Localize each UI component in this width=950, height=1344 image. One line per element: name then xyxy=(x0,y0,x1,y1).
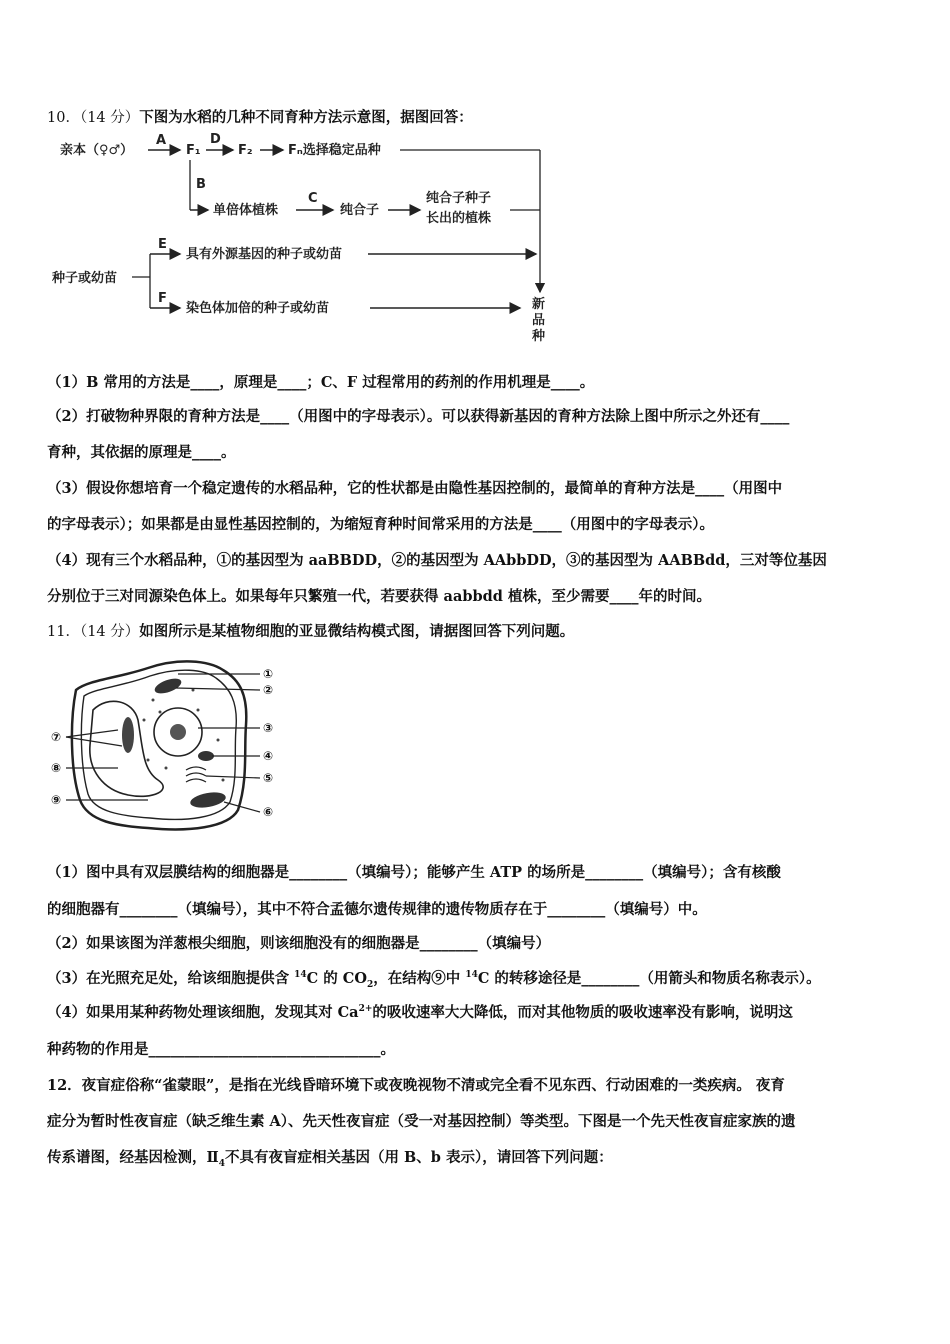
q12-line3 xyxy=(47,1146,613,1169)
f2-label: F₂ xyxy=(238,143,253,158)
arrow-e-label: E xyxy=(158,237,167,252)
q11-sub4a-post: 的吸收速率大大降低，而对其他物质的吸收速率没有影响，说明这 xyxy=(372,1004,793,1021)
q11-stem-line xyxy=(47,620,574,641)
q11-sub4b: 种药物的作用是________________________________。 xyxy=(47,1041,395,1058)
q10-stem: 下图为水稻的几种不同育种方法示意图，据图回答： xyxy=(139,109,473,126)
q11-stem: 如图所示是某植物细胞的亚显微结构模式图，请据图回答下列问题。 xyxy=(139,623,575,640)
new-variety-char-3: 种 xyxy=(532,329,546,344)
arrow-f-label: F xyxy=(158,291,167,306)
cell-label-7: ⑦ xyxy=(51,730,62,744)
golgi xyxy=(186,767,206,782)
breeding-methods-diagram xyxy=(48,130,558,345)
pure-seed-label-2: 长出的植株 xyxy=(426,211,492,226)
q11-sub3-sup1: 14 xyxy=(294,970,307,981)
haploid-label: 单倍体植株 xyxy=(213,203,279,218)
arrow-a-label: A xyxy=(156,133,167,148)
chloroplast-left xyxy=(122,717,134,753)
q12-line3-pre: 传系谱图，经基因检测，Ⅱ xyxy=(47,1149,219,1166)
pure-label: 纯合子 xyxy=(340,203,380,218)
q11-number: 11． xyxy=(47,624,80,640)
q11-sub3-mid2: ，在结构⑨中 xyxy=(373,970,466,987)
cell-label-1: ① xyxy=(263,667,274,681)
fn-label: Fₙ选择稳定品种 xyxy=(288,143,381,158)
q11-sub1b: 的细胞器有________（填编号），其中不符合孟德尔遗传规律的遗传物质存在于________（填编号）中。 xyxy=(47,901,707,918)
arrow-d-label: D xyxy=(210,132,221,147)
cell-label-9: ⑨ xyxy=(51,793,62,807)
q10-sub2b: 育种，其依据的原理是____。 xyxy=(47,444,236,461)
cell-label-6: ⑥ xyxy=(263,805,274,819)
q12-line2: 症分为暂时性夜盲症（缺乏维生素 A）、先天性夜盲症（受一对基因控制）等类型。下图是一个先天性夜盲症家族的遗 xyxy=(47,1113,796,1130)
q11-sub3-sup2: 14 xyxy=(465,970,478,981)
q10-number: 10． xyxy=(47,110,80,126)
q10-sub4b: 分别位于三对同源染色体上。如果每年只繁殖一代，若要获得 aabbdd 植株，至少需要____年的时间。 xyxy=(47,588,711,605)
doubled-label: 染色体加倍的种子或幼苗 xyxy=(186,301,330,316)
leader-7b xyxy=(66,737,122,746)
cell-label-3: ③ xyxy=(263,721,274,735)
q10-sub4a: （4）现有三个水稻品种，①的基因型为 aaBBDD，②的基因型为 AAbbDD，③的基因型为 AABBdd，三对等位基因 xyxy=(47,552,827,569)
q11-sub4a-sup: 2+ xyxy=(358,1004,373,1015)
arrow-c-label: C xyxy=(308,191,318,206)
leader-7a xyxy=(66,730,118,737)
q10-sub1: （1）B 常用的方法是____，原理是____；C、F 过程常用的药剂的作用机理是____。 xyxy=(47,374,595,391)
chloroplast-top xyxy=(153,676,183,697)
q10-sub3a: （3）假设你想培育一个稳定遗传的水稻品种，它的性状都是由隐性基因控制的，最简单的育种方法是____（用图中 xyxy=(47,480,783,497)
new-variety-char-2: 品 xyxy=(532,313,546,328)
plant-cell-diagram xyxy=(48,650,298,835)
q10-score: （14 分） xyxy=(79,110,140,126)
new-variety-char-1: 新 xyxy=(532,297,546,312)
q11-sub3-pre: （3）在光照充足处，给该细胞提供含 xyxy=(47,970,295,987)
cell-label-2: ② xyxy=(263,683,274,697)
seedling-label: 种子或幼苗 xyxy=(52,271,118,286)
q11-sub4a-pre: （4）如果用某种药物处理该细胞，发现其对 Ca xyxy=(47,1004,359,1021)
q11-sub3 xyxy=(47,967,821,990)
cell-label-4: ④ xyxy=(263,749,274,763)
foreign-gene-label: 具有外源基因的种子或幼苗 xyxy=(186,247,343,262)
mitochondrion xyxy=(198,751,214,761)
leader-2 xyxy=(176,688,260,690)
q10-sub3b: 的字母表示）；如果都是由显性基因控制的，为缩短育种时间常采用的方法是____（用图中的字母表示）。 xyxy=(47,516,714,533)
chloroplast-bottom xyxy=(189,790,227,810)
cell-label-5: ⑤ xyxy=(263,771,274,785)
q11-score: （14 分） xyxy=(79,624,140,640)
q11-sub2: （2）如果该图为洋葱根尖细胞，则该细胞没有的细胞器是________（填编号） xyxy=(47,935,551,952)
q12-line3-post: 不具有夜盲症相关基因（用 B、b 表示），请回答下列问题： xyxy=(225,1149,613,1166)
q11-sub4a xyxy=(47,1001,793,1022)
leader-6 xyxy=(224,802,260,812)
f1-label: F₁ xyxy=(186,143,201,158)
q11-sub3-post: C 的转移途径是________（用箭头和物质名称表示）。 xyxy=(477,970,821,987)
q11-sub3-mid1: C 的 CO xyxy=(306,970,367,987)
pure-seed-label-1: 纯合子种子 xyxy=(426,191,492,206)
q10-sub2a: （2）打破物种界限的育种方法是____（用图中的字母表示）。可以获得新基因的育种方法除上图中所示之外还有____ xyxy=(47,408,790,425)
q12-line1: 12．夜盲症俗称“雀蒙眼”，是指在光线昏暗环境下或夜晚视物不清或完全看不见东西、行动困难的一类疾病。 夜育 xyxy=(47,1077,785,1094)
cell-label-8: ⑧ xyxy=(51,761,62,775)
parents-label: 亲本（♀♂） xyxy=(60,143,134,158)
q10-stem-line xyxy=(47,106,473,127)
q11-sub1a: （1）图中具有双层膜结构的细胞器是________（填编号）；能够产生 ATP 的场所是________（填编号）；含有核酸 xyxy=(47,864,781,881)
q11-sub3-sub: 2 xyxy=(366,979,374,990)
nucleolus xyxy=(170,724,186,740)
leader-5 xyxy=(206,776,260,778)
arrow-b-label: B xyxy=(196,177,206,192)
q12-line3-sub: 4 xyxy=(218,1158,225,1169)
